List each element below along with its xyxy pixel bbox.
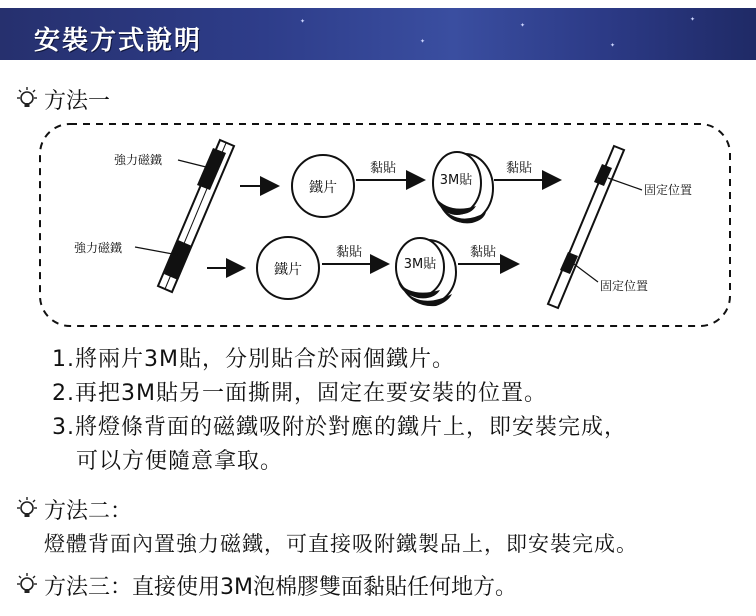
page-title: 安裝方式說明 [34,26,203,56]
star-decoration: ✦ [610,42,616,49]
method2-text: 燈體背面內置強力磁鐵，可直接吸附鐵製品上，即安裝完成。 [44,532,638,556]
method2-heading: 方法二： [44,499,133,524]
light-bar [158,140,234,292]
pad-label: 3M貼 [403,257,437,272]
step-2: 2.再把3M貼另一面撕開，固定在要安裝的位置。 [52,381,547,406]
step-1: 1.將兩片3M貼，分別貼合於兩個鐵片。 [52,347,455,372]
magnet-label-top: 強力磁鐵 [114,153,163,167]
lightbulb-icon [14,572,40,598]
star-decoration: ✦ [520,22,526,29]
star-decoration: ✦ [300,18,306,25]
method1-heading: 方法一 [44,89,111,114]
star-decoration: ✦ [420,38,426,45]
iron-piece-label: 鐵片 [309,180,337,196]
method3-heading: 方法三：直接使用3M泡棉膠雙面黏貼任何地方。 [44,575,517,600]
fixed-position-label: 固定位置 [600,279,649,293]
pad-assembly-bottom [396,238,456,306]
stick-label: 黏貼 [370,161,397,176]
magnet-label-bottom: 強力磁鐵 [74,241,123,255]
label-leader-line [178,160,210,168]
fixed-position-label: 固定位置 [644,183,693,197]
pad-label: 3M貼 [439,173,473,188]
stick-label: 黏貼 [336,245,363,260]
stick-label: 黏貼 [470,245,497,260]
star-decoration: ✦ [690,16,696,23]
label-leader-line [608,178,642,190]
label-leader-line [135,247,178,255]
label-leader-line [574,264,598,282]
step-3-continued: 可以方便隨意拿取。 [76,449,284,474]
step-3: 3.將燈條背面的磁鐵吸附於對應的鐵片上，即安裝完成， [52,415,627,440]
lightbulb-icon [14,496,40,522]
stick-label: 黏貼 [506,161,533,176]
iron-piece-label: 鐵片 [274,262,302,278]
